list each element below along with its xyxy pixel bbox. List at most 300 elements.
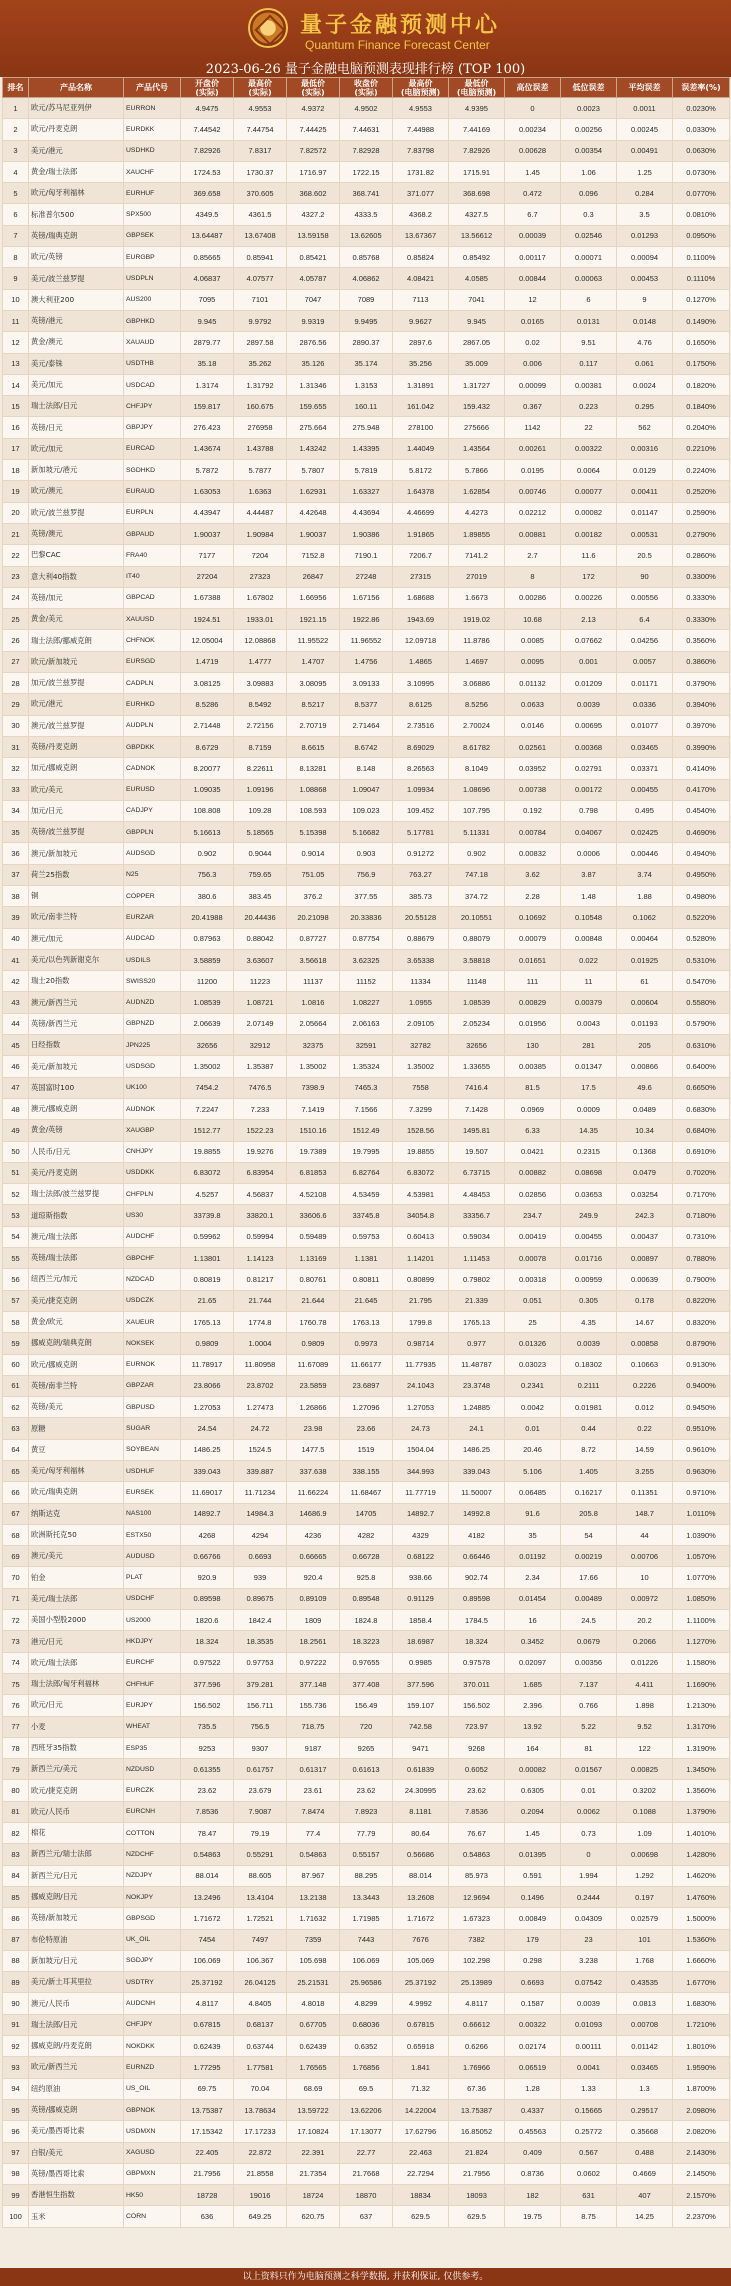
table-cell: 欧元/瑞士法郎 <box>29 1652 124 1673</box>
table-cell: 0.00628 <box>505 140 561 161</box>
column-header: 最高价 (电脑预测) <box>393 78 449 98</box>
table-cell: 18 <box>3 460 29 481</box>
table-row <box>3 2014 730 2035</box>
table-cell: 0.3330% <box>673 587 730 608</box>
table-cell: 1495.81 <box>449 1120 505 1141</box>
table-cell: 0.9710% <box>673 1482 730 1503</box>
table-cell: 7.9087 <box>234 1801 287 1822</box>
table-row <box>3 1248 730 1269</box>
table-cell: 17.10824 <box>287 2121 340 2142</box>
table-cell: 4.9553 <box>234 98 287 119</box>
table-cell: XAUEUR <box>124 1311 181 1332</box>
table-cell: 1.09 <box>617 1823 673 1844</box>
table-cell: 0.85665 <box>181 247 234 268</box>
table-cell: 8.22611 <box>234 758 287 779</box>
table-cell: 0 <box>561 1844 617 1865</box>
table-cell: 0.01147 <box>617 502 673 523</box>
table-cell: 英国富时100 <box>29 1077 124 1098</box>
table-cell: 9187 <box>287 1737 340 1758</box>
table-row <box>3 1461 730 1482</box>
table-cell: 1.71672 <box>393 1908 449 1929</box>
table-cell: 0.7900% <box>673 1269 730 1290</box>
table-cell: 0.01192 <box>505 1546 561 1567</box>
table-row <box>3 1886 730 1907</box>
table-cell: 0.68137 <box>234 2014 287 2035</box>
table-row <box>3 2057 730 2078</box>
table-cell: 7.2247 <box>181 1098 234 1119</box>
table-cell: 99 <box>3 2185 29 2206</box>
table-cell: 7.1419 <box>287 1098 340 1119</box>
table-cell: 0.591 <box>505 1865 561 1886</box>
table-cell: 0.02 <box>505 332 561 353</box>
table-cell: 5.8172 <box>393 460 449 481</box>
table-cell: 13 <box>3 353 29 374</box>
table-cell: 欧元/日元 <box>29 1695 124 1716</box>
table-cell: 4.411 <box>617 1673 673 1694</box>
table-cell: 102.298 <box>449 1950 505 1971</box>
table-cell: 11.66177 <box>340 1354 393 1375</box>
table-cell: 53 <box>3 1205 29 1226</box>
table-cell: 69.5 <box>340 2078 393 2099</box>
column-header: 最高价 (实际) <box>234 78 287 98</box>
table-cell: 1.77581 <box>234 2057 287 2078</box>
table-cell: 0.7170% <box>673 1184 730 1205</box>
table-cell: 0.02212 <box>505 502 561 523</box>
table-cell: 22.77 <box>340 2142 393 2163</box>
table-cell: 0.00079 <box>505 928 561 949</box>
table-cell: 32782 <box>393 1035 449 1056</box>
table-cell: 12 <box>3 332 29 353</box>
table-cell: 0.15665 <box>561 2099 617 2120</box>
table-cell: 0.59994 <box>234 1226 287 1247</box>
column-header: 平均误差 <box>617 78 673 98</box>
table-cell: 3.65338 <box>393 949 449 970</box>
table-cell: 0.97578 <box>449 1652 505 1673</box>
table-cell: EURJPY <box>124 1695 181 1716</box>
table-cell: 0.00825 <box>617 1759 673 1780</box>
table-cell: 2.396 <box>505 1695 561 1716</box>
table-cell: 7416.4 <box>449 1077 505 1098</box>
table-cell: 54 <box>561 1524 617 1545</box>
table-cell: 12.08868 <box>234 630 287 651</box>
table-cell: 8.6742 <box>340 736 393 757</box>
table-cell: 欧元/匈牙利福林 <box>29 183 124 204</box>
table-cell: 7095 <box>181 289 234 310</box>
table-cell: 6.83072 <box>393 1162 449 1183</box>
table-cell: 1.72521 <box>234 1908 287 1929</box>
table-cell: 0.89109 <box>287 1588 340 1609</box>
table-cell: 88.014 <box>181 1865 234 1886</box>
table-cell: 1.13169 <box>287 1248 340 1269</box>
table-cell: 0.01093 <box>561 2014 617 2035</box>
table-cell: 10.34 <box>617 1120 673 1141</box>
table-cell: 1510.16 <box>287 1120 340 1141</box>
table-cell: 88.295 <box>340 1865 393 1886</box>
table-cell: 3.09133 <box>340 673 393 694</box>
table-row <box>3 1120 730 1141</box>
table-cell: 0.66766 <box>181 1546 234 1567</box>
table-cell: 49.6 <box>617 1077 673 1098</box>
table-cell: 4.05787 <box>287 268 340 289</box>
table-cell: 1.3 <box>617 2078 673 2099</box>
table-cell: 1.9590% <box>673 2057 730 2078</box>
table-cell: 11.71234 <box>234 1482 287 1503</box>
table-cell: 0.00698 <box>617 1844 673 1865</box>
table-cell: 0.0041 <box>561 2057 617 2078</box>
table-cell: 205.8 <box>561 1503 617 1524</box>
table-cell: 23.8702 <box>234 1375 287 1396</box>
table-cell: 0.00706 <box>617 1546 673 1567</box>
table-cell: 56 <box>3 1269 29 1290</box>
table-cell: 24.5 <box>561 1610 617 1631</box>
table-cell: 4.06837 <box>181 268 234 289</box>
table-cell: 32375 <box>287 1035 340 1056</box>
table-cell: GBPSEK <box>124 225 181 246</box>
table-cell: 0.04309 <box>561 1908 617 1929</box>
table-cell: 2897.6 <box>393 332 449 353</box>
table-cell: 0.03653 <box>561 1184 617 1205</box>
table-cell: 23.62 <box>340 1780 393 1801</box>
table-cell: GBPNOK <box>124 2099 181 2120</box>
table-cell: 0.03465 <box>617 2057 673 2078</box>
table-cell: 2.05234 <box>449 1013 505 1034</box>
table-cell: 1.45 <box>505 1823 561 1844</box>
table-cell: 35.262 <box>234 353 287 374</box>
table-row <box>3 800 730 821</box>
table-cell: 0.01209 <box>561 673 617 694</box>
table-cell: 2867.05 <box>449 332 505 353</box>
table-row <box>3 545 730 566</box>
table-cell: 0.4337 <box>505 2099 561 2120</box>
table-cell: 9307 <box>234 1737 287 1758</box>
table-cell: 7.82572 <box>287 140 340 161</box>
table-cell: 0.00286 <box>505 587 561 608</box>
table-cell: 920.4 <box>287 1567 340 1588</box>
table-cell: 0.00411 <box>617 481 673 502</box>
table-cell: 21.8558 <box>234 2163 287 2184</box>
table-cell: 0.03023 <box>505 1354 561 1375</box>
table-row <box>3 1056 730 1077</box>
table-cell: 1799.8 <box>393 1311 449 1332</box>
table-cell: 44 <box>617 1524 673 1545</box>
table-cell: 1.09196 <box>234 779 287 800</box>
table-cell: 939 <box>234 1567 287 1588</box>
table-cell: 21.744 <box>234 1290 287 1311</box>
table-cell: 0.061 <box>617 353 673 374</box>
table-cell: 3.08095 <box>287 673 340 694</box>
table-cell: 7.8317 <box>234 140 287 161</box>
table-cell: 1.27473 <box>234 1397 287 1418</box>
table-cell: 6.7 <box>505 204 561 225</box>
table-cell: 0.89548 <box>340 1588 393 1609</box>
table-row <box>3 1524 730 1545</box>
table-cell: 7.44425 <box>287 119 340 140</box>
table-cell: 2.1570% <box>673 2185 730 2206</box>
table-cell: GBPCHF <box>124 1248 181 1269</box>
table-cell: NZDCHF <box>124 1844 181 1865</box>
table-cell: 18834 <box>393 2185 449 2206</box>
table-cell: 7.44631 <box>340 119 393 140</box>
table-cell: 10 <box>617 1567 673 1588</box>
table-cell: 1.26866 <box>287 1397 340 1418</box>
table-cell: 欧元/美元 <box>29 779 124 800</box>
table-row <box>3 1375 730 1396</box>
table-cell: 0.00063 <box>561 268 617 289</box>
table-cell: 19.507 <box>449 1141 505 1162</box>
table-cell: 0.00882 <box>505 1162 561 1183</box>
table-cell: 156.502 <box>449 1695 505 1716</box>
table-cell: 182 <box>505 2185 561 2206</box>
table-cell: 12.9694 <box>449 1886 505 1907</box>
table-cell: 黄金/欧元 <box>29 1311 124 1332</box>
table-row <box>3 1333 730 1354</box>
table-cell: 0.62439 <box>287 2036 340 2057</box>
table-cell: 32656 <box>181 1035 234 1056</box>
table-cell: 0.7880% <box>673 1248 730 1269</box>
table-cell: 1.35002 <box>287 1056 340 1077</box>
table-cell: 1.08868 <box>287 779 340 800</box>
table-cell: US30 <box>124 1205 181 1226</box>
table-row <box>3 1290 730 1311</box>
table-cell: 0.298 <box>505 1950 561 1971</box>
table-cell: 23.98 <box>287 1418 340 1439</box>
table-cell: 156.502 <box>181 1695 234 1716</box>
table-cell: EURCAD <box>124 438 181 459</box>
table-cell: 3.10995 <box>393 673 449 694</box>
table-cell: 0.61613 <box>340 1759 393 1780</box>
table-cell: 38 <box>3 885 29 906</box>
table-cell: 0.9014 <box>287 843 340 864</box>
table-cell: 美元/波兰兹罗提 <box>29 268 124 289</box>
table-row <box>3 2121 730 2142</box>
table-cell: 67 <box>3 1503 29 1524</box>
table-cell: 0.59034 <box>449 1226 505 1247</box>
table-cell: 278100 <box>393 417 449 438</box>
table-cell: 0.01 <box>561 1780 617 1801</box>
table-cell: 英镑/新加坡元 <box>29 1908 124 1929</box>
table-cell: 0.54863 <box>287 1844 340 1865</box>
table-cell: 339.887 <box>234 1461 287 1482</box>
table-row <box>3 417 730 438</box>
table-cell: 荷兰25指数 <box>29 864 124 885</box>
table-cell: 0.00858 <box>617 1333 673 1354</box>
table-cell: 11152 <box>340 971 393 992</box>
table-cell: IT40 <box>124 566 181 587</box>
table-cell: AUDNOK <box>124 1098 181 1119</box>
table-cell: 21.7956 <box>449 2163 505 2184</box>
table-cell: 9.51 <box>561 332 617 353</box>
table-cell: 26.04125 <box>234 1972 287 1993</box>
table-cell: 0.00464 <box>617 928 673 949</box>
table-cell: 0.00379 <box>561 992 617 1013</box>
table-cell: EURHKD <box>124 694 181 715</box>
table-cell: 1.66956 <box>287 587 340 608</box>
table-cell: 0.00082 <box>561 502 617 523</box>
table-row <box>3 566 730 587</box>
table-cell: 5.7819 <box>340 460 393 481</box>
table-cell: 0.00556 <box>617 587 673 608</box>
table-cell: 西班牙35指数 <box>29 1737 124 1758</box>
table-cell: 0.61757 <box>234 1759 287 1780</box>
table-cell: 1.4620% <box>673 1865 730 1886</box>
table-cell: 379.281 <box>234 1673 287 1694</box>
table-cell: 370.605 <box>234 183 287 204</box>
table-cell: CHFNOK <box>124 630 181 651</box>
table-cell: 69 <box>3 1546 29 1567</box>
table-cell: 7141.2 <box>449 545 505 566</box>
table-cell: 159.107 <box>393 1695 449 1716</box>
table-cell: 718.75 <box>287 1716 340 1737</box>
table-cell: 3.62 <box>505 864 561 885</box>
table-cell: 纳斯达克 <box>29 1503 124 1524</box>
table-cell: NOKJPY <box>124 1886 181 1907</box>
table-cell: 0.0131 <box>561 310 617 331</box>
table-cell: 0.00972 <box>617 1588 673 1609</box>
table-cell: 35.009 <box>449 353 505 374</box>
table-cell: 0.6266 <box>449 2036 505 2057</box>
table-cell: 1.27096 <box>340 1397 393 1418</box>
table-row <box>3 1226 730 1247</box>
table-cell: 11.80958 <box>234 1354 287 1375</box>
table-cell: 0.2341 <box>505 1375 561 1396</box>
table-row <box>3 1588 730 1609</box>
table-cell: 0.3990% <box>673 736 730 757</box>
table-cell: 20.5 <box>617 545 673 566</box>
table-row <box>3 438 730 459</box>
table-cell: 742.58 <box>393 1716 449 1737</box>
table-cell: 172 <box>561 566 617 587</box>
table-cell: 0.89598 <box>449 1588 505 1609</box>
table-cell: GBPCAD <box>124 587 181 608</box>
table-cell: AUS200 <box>124 289 181 310</box>
table-cell: 英镑/墨西哥比索 <box>29 2163 124 2184</box>
table-cell: 0.01567 <box>561 1759 617 1780</box>
table-cell: 14.22004 <box>393 2099 449 2120</box>
table-cell: 1.90386 <box>340 523 393 544</box>
table-cell: 20.10551 <box>449 907 505 928</box>
table-cell: 0.4980% <box>673 885 730 906</box>
table-cell: 1.68688 <box>393 587 449 608</box>
table-cell: 1.67802 <box>234 587 287 608</box>
table-row <box>3 587 730 608</box>
table-cell: AUDUSD <box>124 1546 181 1567</box>
table-cell: 0.9130% <box>673 1354 730 1375</box>
table-cell: 0.01226 <box>617 1652 673 1673</box>
table-cell: 0.1368 <box>617 1141 673 1162</box>
table-cell: 0.00639 <box>617 1269 673 1290</box>
table-cell: 7190.1 <box>340 545 393 566</box>
table-cell: 0.9610% <box>673 1439 730 1460</box>
table-cell: 17.17233 <box>234 2121 287 2142</box>
table-cell: 77.4 <box>287 1823 340 1844</box>
table-cell: 88 <box>3 1950 29 1971</box>
table-cell: EURAUD <box>124 481 181 502</box>
table-cell: HKDJPY <box>124 1631 181 1652</box>
table-cell: 81 <box>561 1737 617 1758</box>
table-cell: 155.736 <box>287 1695 340 1716</box>
table-cell: 7.8536 <box>449 1801 505 1822</box>
table-cell: 0.85492 <box>449 247 505 268</box>
table-cell: 0.567 <box>561 2142 617 2163</box>
table-cell: 1486.25 <box>181 1439 234 1460</box>
table-cell: 7497 <box>234 1929 287 1950</box>
table-cell: 0.3940% <box>673 694 730 715</box>
table-cell: 55 <box>3 1248 29 1269</box>
table-cell: 13.3443 <box>340 1886 393 1907</box>
table-cell: 0.01347 <box>561 1056 617 1077</box>
table-cell: 108.808 <box>181 800 234 821</box>
table-cell: 小麦 <box>29 1716 124 1737</box>
table-cell: 1.994 <box>561 1865 617 1886</box>
column-header: 最低价 (实际) <box>287 78 340 98</box>
table-cell: EURCZK <box>124 1780 181 1801</box>
table-cell: 33739.8 <box>181 1205 234 1226</box>
table-cell: 83 <box>3 1844 29 1865</box>
table-cell: 意大利40指数 <box>29 566 124 587</box>
table-cell: 8.20077 <box>181 758 234 779</box>
table-cell: 0.0679 <box>561 1631 617 1652</box>
table-cell: EURZAR <box>124 907 181 928</box>
table-cell: 1.1381 <box>340 1248 393 1269</box>
table-cell: 59 <box>3 1333 29 1354</box>
table-cell: 0.02425 <box>617 822 673 843</box>
table-cell: 8.75 <box>561 2206 617 2227</box>
table-cell: 0.472 <box>505 183 561 204</box>
table-cell: 20.21098 <box>287 907 340 928</box>
table-cell: 7.83798 <box>393 140 449 161</box>
table-cell: 0.03254 <box>617 1184 673 1205</box>
table-cell: GBPUSD <box>124 1397 181 1418</box>
table-cell: 0.03952 <box>505 758 561 779</box>
table-cell: 0.87963 <box>181 928 234 949</box>
table-cell: 23.679 <box>234 1780 287 1801</box>
table-cell: 27204 <box>181 566 234 587</box>
table-cell: 1.91865 <box>393 523 449 544</box>
table-cell: 14.35 <box>561 1120 617 1141</box>
table-cell: 7454.2 <box>181 1077 234 1098</box>
table-cell: 637 <box>340 2206 393 2227</box>
table-row <box>3 1610 730 1631</box>
table-cell: 19016 <box>234 2185 287 2206</box>
table-cell: 0.00226 <box>561 587 617 608</box>
table-cell: XAUUSD <box>124 609 181 630</box>
table-cell: 0.2240% <box>673 460 730 481</box>
table-cell: 0.02579 <box>617 1908 673 1929</box>
table-cell: 3.63607 <box>234 949 287 970</box>
table-cell: 0.6305 <box>505 1780 561 1801</box>
table-cell: 7.1428 <box>449 1098 505 1119</box>
table-row <box>3 1737 730 1758</box>
table-cell: 100 <box>3 2206 29 2227</box>
table-row <box>3 1162 730 1183</box>
table-cell: 72 <box>3 1610 29 1631</box>
table-cell: 0.4540% <box>673 800 730 821</box>
table-cell: 338.155 <box>340 1461 393 1482</box>
table-cell: 0.8320% <box>673 1311 730 1332</box>
table-cell: 8.7159 <box>234 736 287 757</box>
table-cell: 4282 <box>340 1524 393 1545</box>
table-cell: 24.54 <box>181 1418 234 1439</box>
table-cell: 90 <box>617 566 673 587</box>
table-cell: EURSEK <box>124 1482 181 1503</box>
table-cell: 0.2520% <box>673 481 730 502</box>
table-cell: 0.5790% <box>673 1013 730 1034</box>
table-cell: 105.069 <box>393 1950 449 1971</box>
table-cell: 0.02791 <box>561 758 617 779</box>
table-cell: 0.0489 <box>617 1098 673 1119</box>
table-cell: 0.59962 <box>181 1226 234 1247</box>
table-cell: 20.33836 <box>340 907 393 928</box>
